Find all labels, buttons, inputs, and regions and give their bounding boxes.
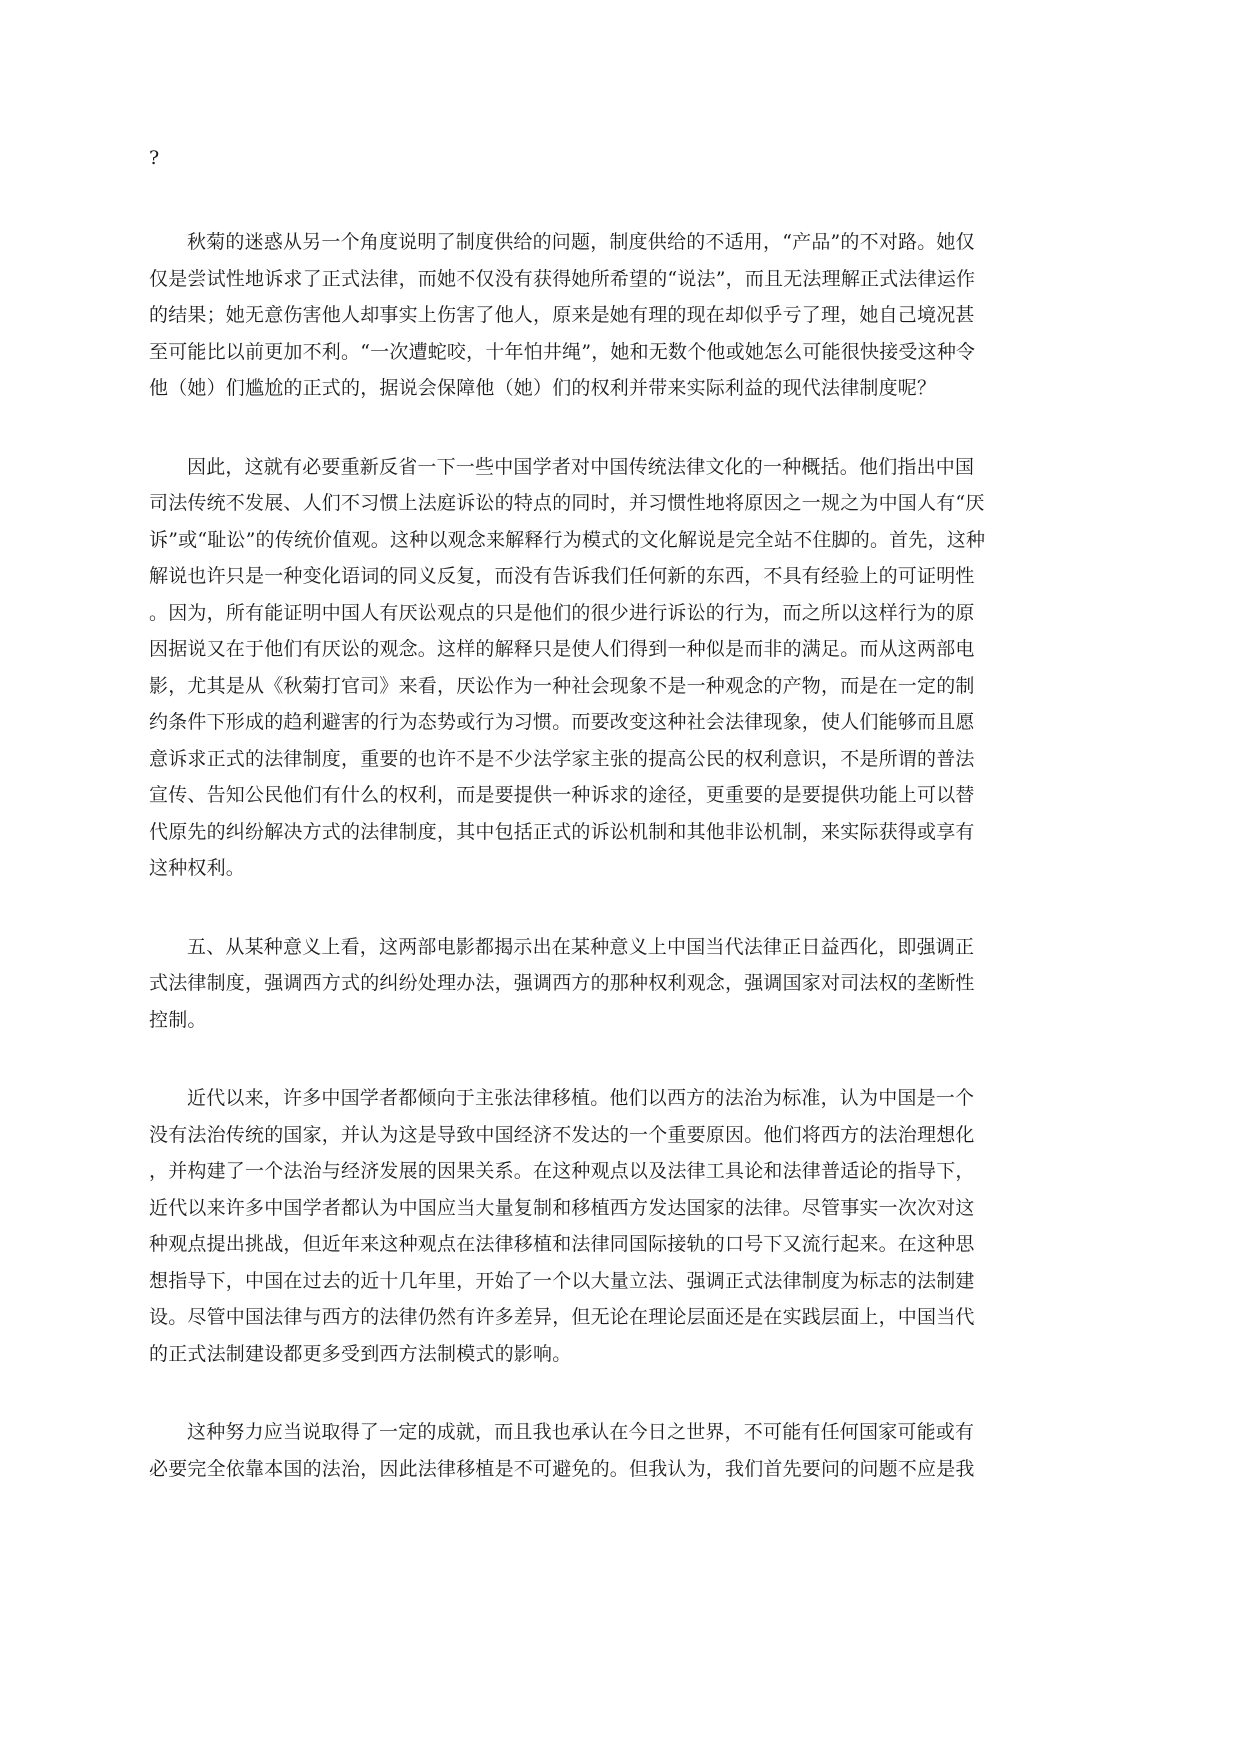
- stray-question-mark: ?: [149, 147, 160, 169]
- paragraph-line: 这种权利。: [149, 857, 246, 879]
- paragraph-line: 式法律制度，强调西方式的纠纷处理办法，强调西方的那种权利观念，强调国家对司法权的垄断性: [149, 972, 975, 994]
- paragraph-line: 宣传、告知公民他们有什么的权利，而是要提供一种诉求的途径，更重要的是要提供功能上可以替: [149, 784, 975, 806]
- paragraph-line: 影，尤其是从《秋菊打官司》来看，厌讼作为一种社会现象不是一种观念的产物，而是在一定的制: [149, 674, 975, 697]
- paragraph-line: 的结果；她无意伤害他人却事实上伤害了他人，原来是她有理的现在却似乎亏了理，她自己境况甚: [149, 304, 975, 326]
- paragraph-line: 他（她）们尴尬的正式的，据说会保障他（她）们的权利并带来实际利益的现代法律制度呢？: [149, 377, 937, 399]
- paragraph-line: 秋菊的迷惑从另一个角度说明了制度供给的问题，制度供给的不适用，“产品”的不对路。她仅: [187, 231, 975, 253]
- paragraph-line: 这种努力应当说取得了一定的成就，而且我也承认在今日之世界，不可能有任何国家可能或有: [187, 1421, 975, 1443]
- paragraph-line: ，并构建了一个法治与经济发展的因果关系。在这种观点以及法律工具论和法律普适论的指导下，: [149, 1160, 975, 1182]
- paragraph: [149, 224, 1085, 407]
- paragraph-line: 因此，这就有必要重新反省一下一些中国学者对中国传统法律文化的一种概括。他们指出中国: [187, 455, 975, 478]
- paragraph-line: 约条件下形成的趋利避害的行为态势或行为习惯。而要改变这种社会法律现象，使人们能够而且愿: [149, 711, 975, 733]
- paragraph-line: 控制。: [149, 1008, 207, 1031]
- paragraph-line: 代原先的纠纷解决方式的法律制度，其中包括正式的诉讼机制和其他非讼机制，来实际获得或享有: [149, 820, 975, 843]
- paragraph-line: 。因为，所有能证明中国人有厌讼观点的只是他们的很少进行诉讼的行为，而之所以这样行为的原: [149, 601, 975, 624]
- paragraph-line: 设。尽管中国法律与西方的法律仍然有许多差异，但无论在理论层面还是在实践层面上，中国当代: [149, 1306, 975, 1328]
- paragraph-line: 至可能比以前更加不利。“一次遭蛇咬，十年怕井绳”，她和无数个他或她怎么可能很快接受这种令: [149, 340, 976, 363]
- paragraph-line: 诉”或“耻讼”的传统价值观。这种以观念来解释行为模式的文化解说是完全站不住脚的。首先，这种: [149, 528, 986, 551]
- paragraph-line: 想指导下，中国在过去的近十几年里，开始了一个以大量立法、强调正式法律制度为标志的法制建: [149, 1269, 975, 1292]
- paragraph-line: 近代以来，许多中国学者都倾向于主张法律移植。他们以西方的法治为标准，认为中国是一个: [187, 1087, 975, 1109]
- document-body: [149, 224, 1085, 1487]
- paragraph-line: 意诉求正式的法律制度，重要的也许不是不少法学家主张的提高公民的权利意识，不是所谓的普法: [149, 747, 975, 770]
- paragraph-line: 必要完全依靠本国的法治，因此法律移植是不可避免的。但我认为，我们首先要问的问题不应是我: [149, 1457, 975, 1480]
- paragraph-line: 近代以来许多中国学者都认为中国应当大量复制和移植西方发达国家的法律。尽管事实一次次对这: [149, 1196, 975, 1219]
- paragraph-line: 五、从某种意义上看，这两部电影都揭示出在某种意义上中国当代法律正日益西化，即强调正: [187, 935, 975, 958]
- paragraph: [149, 1080, 1085, 1372]
- paragraph-line: 因据说又在于他们有厌讼的观念。这样的解释只是使人们得到一种似是而非的满足。而从这两部电: [149, 638, 975, 660]
- paragraph-line: 没有法治传统的国家，并认为这是导致中国经济不发达的一个重要原因。他们将西方的法治理想化: [149, 1123, 975, 1146]
- paragraph-line: 的正式法制建设都更多受到西方法制模式的影响。: [149, 1342, 572, 1365]
- paragraph-line: 司法传统不发展、人们不习惯上法庭诉讼的特点的同时，并习惯性地将原因之一规之为中国人有“厌: [149, 492, 985, 514]
- paragraph-line: 解说也许只是一种变化语词的同义反复，而没有告诉我们任何新的东西，不具有经验上的可证明性: [149, 565, 975, 587]
- paragraph: [149, 1414, 1085, 1487]
- document-page: [149, 140, 1085, 1529]
- paragraph-line: 仅是尝试性地诉求了正式法律，而她不仅没有获得她所希望的“说法”，而且无法理解正式法律运作: [149, 267, 976, 290]
- paragraph: [149, 449, 1085, 887]
- paragraph: [149, 929, 1085, 1039]
- paragraph-line: 种观点提出挑战，但近年来这种观点在法律移植和法律同国际接轨的口号下又流行起来。在这种思: [149, 1233, 975, 1255]
